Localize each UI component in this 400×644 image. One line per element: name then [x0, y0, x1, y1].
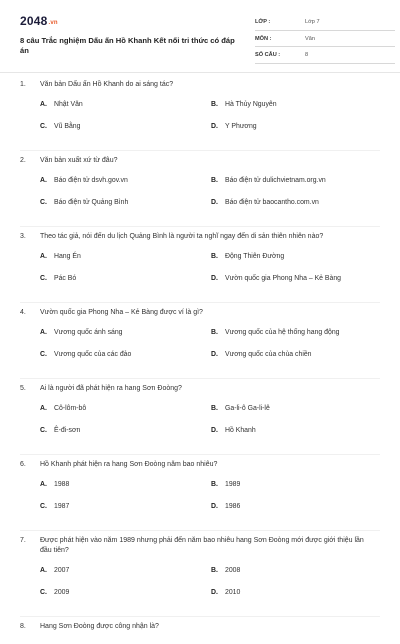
option-b[interactable] — [211, 404, 270, 414]
option-c[interactable] — [40, 274, 76, 284]
option-letter: B. — [211, 329, 218, 336]
option-d[interactable] — [211, 274, 341, 284]
question-number: 1. — [20, 81, 26, 88]
question-text: Hồ Khanh phát hiện ra hang Sơn Đoòng năm bao nhiêu? — [40, 461, 218, 468]
option-a[interactable] — [40, 100, 83, 110]
option-letter: D. — [211, 427, 218, 434]
worksheet-meta — [255, 16, 395, 66]
option-text: Hà Thủy Nguyên — [225, 101, 277, 108]
option-letter: B. — [211, 567, 218, 574]
option-c[interactable] — [40, 198, 128, 208]
question-text: Văn bản xuất xứ từ đâu? — [40, 157, 118, 164]
question-number: 7. — [20, 537, 26, 544]
meta-subject-label: MÔN : — [255, 35, 272, 42]
option-letter: D. — [211, 589, 218, 596]
question-number: 8. — [20, 623, 26, 630]
option-a[interactable] — [40, 176, 128, 186]
answer-options — [20, 404, 380, 448]
option-text: Vườn quốc gia Phong Nha – Kẻ Bàng — [225, 275, 342, 282]
option-text: Vương quốc ánh sáng — [54, 329, 123, 336]
question-number: 5. — [20, 385, 26, 392]
option-letter: B. — [211, 101, 218, 108]
question-1 — [20, 80, 380, 144]
option-text: 1988 — [54, 481, 70, 488]
option-text: Hang Én — [54, 253, 81, 260]
option-letter: D. — [211, 503, 218, 510]
meta-class-label: LỚP : — [255, 19, 271, 25]
option-letter: A. — [40, 405, 47, 412]
header-divider — [0, 72, 400, 73]
option-letter: A. — [40, 177, 47, 184]
option-letter: A. — [40, 329, 47, 336]
option-text: Cô-lôm-bô — [54, 405, 87, 412]
option-letter: A. — [40, 253, 47, 260]
option-text: 2007 — [54, 567, 70, 574]
option-text: Báo điện tử baocantho.com.vn — [225, 199, 319, 206]
option-a[interactable] — [40, 566, 69, 576]
option-letter: D. — [211, 351, 218, 358]
question-list — [20, 80, 380, 644]
option-text: 1987 — [54, 503, 70, 510]
logo-suffix: .vn — [48, 20, 58, 26]
question-text: Vườn quốc gia Phong Nha – Kẻ Bàng được ví là gì? — [40, 309, 203, 316]
option-text: Vương quốc của hệ thống hang động — [225, 329, 340, 336]
option-letter: C. — [40, 589, 47, 596]
option-b[interactable] — [211, 252, 284, 262]
option-d[interactable] — [211, 350, 312, 360]
option-b[interactable] — [211, 480, 240, 490]
option-d[interactable] — [211, 198, 319, 208]
option-letter: A. — [40, 567, 47, 574]
option-d[interactable] — [211, 588, 240, 598]
answer-options — [20, 252, 380, 296]
option-text: 2008 — [225, 567, 241, 574]
option-letter: D. — [211, 123, 218, 130]
option-text: Vũ Bằng — [54, 123, 81, 130]
meta-count-label: SỐ CÂU : — [255, 52, 281, 58]
option-text: Báo điện tử Quảng Bình — [54, 199, 129, 206]
option-text: Vương quốc của các đảo — [54, 351, 132, 358]
option-a[interactable] — [40, 480, 69, 490]
meta-count-row — [255, 49, 395, 64]
option-d[interactable] — [211, 426, 256, 436]
option-text: 1986 — [225, 503, 241, 510]
option-c[interactable] — [40, 588, 69, 598]
question-separator — [20, 226, 380, 227]
option-text: Pác Bó — [54, 275, 77, 282]
question-number: 6. — [20, 461, 26, 468]
option-letter: B. — [211, 253, 218, 260]
question-separator — [20, 454, 380, 455]
option-text: 2010 — [225, 589, 241, 596]
option-c[interactable] — [40, 122, 80, 132]
option-letter: B. — [211, 481, 218, 488]
worksheet-header — [20, 14, 380, 66]
question-text: Hang Sơn Đoòng được công nhận là? — [40, 623, 159, 630]
question-text: Được phát hiện vào năm 1989 nhưng phải đến năm bao nhiêu hang Sơn Đoòng mới được giới thiệu lần đầu tiên? — [40, 537, 364, 554]
option-b[interactable] — [211, 328, 340, 338]
question-separator — [20, 302, 380, 303]
question-8 — [20, 622, 380, 632]
option-text: 1989 — [225, 481, 241, 488]
question-5 — [20, 384, 380, 448]
option-text: Báo điện tử dulichvietnam.org.vn — [225, 177, 326, 184]
option-letter: C. — [40, 351, 47, 358]
question-2 — [20, 156, 380, 220]
option-c[interactable] — [40, 426, 80, 436]
meta-subject-row — [255, 33, 395, 48]
option-b[interactable] — [211, 566, 240, 576]
option-d[interactable] — [211, 502, 240, 512]
question-number: 3. — [20, 233, 26, 240]
meta-class-value: Lớp 7 — [305, 19, 320, 25]
option-a[interactable] — [40, 404, 86, 414]
logo-text: 2048 — [20, 14, 48, 28]
question-number: 4. — [20, 309, 26, 316]
option-c[interactable] — [40, 502, 69, 512]
option-letter: D. — [211, 199, 218, 206]
question-3 — [20, 232, 380, 296]
question-7 — [20, 536, 380, 610]
question-number: 2. — [20, 157, 26, 164]
question-separator — [20, 616, 380, 617]
question-separator — [20, 150, 380, 151]
answer-options — [20, 328, 380, 372]
option-text: Hồ Khanh — [225, 427, 256, 434]
question-separator — [20, 530, 380, 531]
option-letter: D. — [211, 275, 218, 282]
option-a[interactable] — [40, 328, 123, 338]
option-letter: C. — [40, 123, 47, 130]
question-separator — [20, 378, 380, 379]
option-b[interactable] — [211, 176, 326, 186]
option-c[interactable] — [40, 350, 131, 360]
option-letter: A. — [40, 481, 47, 488]
option-d[interactable] — [211, 122, 257, 132]
option-letter: B. — [211, 177, 218, 184]
answer-options — [20, 566, 380, 610]
question-text: Văn bản Dấu ấn Hồ Khanh do ai sáng tác? — [40, 81, 174, 88]
answer-options — [20, 480, 380, 524]
question-4 — [20, 308, 380, 372]
meta-count-value: 8 — [305, 52, 309, 58]
question-6 — [20, 460, 380, 524]
answer-options — [20, 100, 380, 144]
option-text: Động Thiên Đường — [225, 253, 285, 260]
site-logo[interactable] — [20, 14, 58, 28]
option-text: 2009 — [54, 589, 70, 596]
option-text: Ê-đi-sơn — [54, 427, 81, 434]
option-letter: A. — [40, 101, 47, 108]
option-letter: C. — [40, 275, 47, 282]
worksheet-title: 8 câu Trắc nghiệm Dấu ấn Hồ Khanh Kết nối tri thức có đáp án — [20, 36, 235, 55]
option-text: Báo điện tử dsvh.gov.vn — [54, 177, 128, 184]
option-text: Nhật Văn — [54, 101, 83, 108]
option-letter: C. — [40, 503, 47, 510]
option-letter: C. — [40, 427, 47, 434]
option-a[interactable] — [40, 252, 81, 262]
option-text: Vương quốc của chùa chiền — [225, 351, 312, 358]
option-b[interactable] — [211, 100, 277, 110]
meta-subject-value: Văn — [305, 35, 315, 42]
question-text: Ai là người đã phát hiện ra hang Sơn Đoòng? — [40, 385, 182, 392]
option-letter: B. — [211, 405, 218, 412]
question-text: Theo tác giả, nói đến du lịch Quảng Bình là người ta nghĩ ngay đến di sản thiên nhiên nào? — [40, 233, 324, 240]
option-text: Y Phương — [225, 123, 257, 130]
option-text: Ga-li-ô Ga-li-lê — [225, 405, 270, 412]
answer-options — [20, 176, 380, 220]
option-letter: C. — [40, 199, 47, 206]
meta-class-row — [255, 16, 395, 31]
